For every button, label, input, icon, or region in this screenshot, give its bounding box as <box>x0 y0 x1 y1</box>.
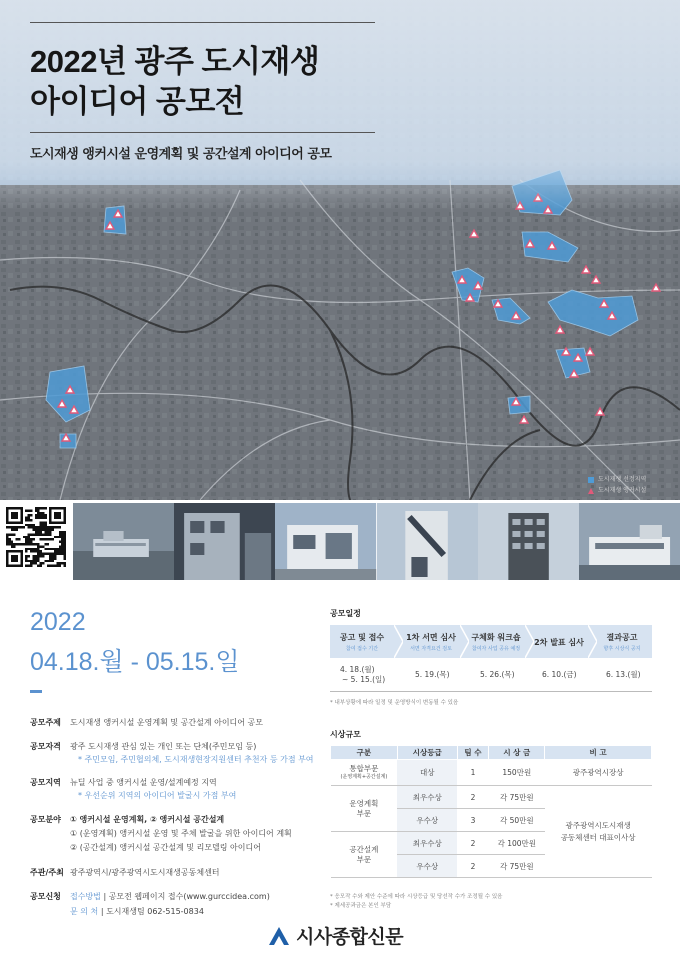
photo-building-6 <box>579 503 680 580</box>
publisher-logo[interactable] <box>268 922 403 949</box>
note-cell <box>545 786 652 878</box>
note-line-2: 공동체센터 대표이사상 <box>560 832 636 842</box>
schedule-date: 6. 10.(금) <box>542 670 577 679</box>
info-value: 광주광역시/광주광역시도시재생공동체센터 <box>70 868 220 877</box>
amount-cell: 각 50만원 <box>489 809 545 832</box>
amount-cell: 각 75만원 <box>489 786 545 809</box>
grade-cell: 최우수상 <box>397 832 457 855</box>
teams-cell: 2 <box>457 786 489 809</box>
map-legend <box>588 474 646 496</box>
schedule-date: 5. 19.(목) <box>415 670 450 679</box>
schedule-step <box>399 625 463 658</box>
photo-building-2 <box>174 503 275 580</box>
info-subnote: * 주민모임, 주민협의체, 도시재생현장지원센터 추천자 등 가점 부여 <box>78 755 314 764</box>
schedule-step <box>529 625 589 658</box>
schedule-step <box>592 625 652 658</box>
area-legend-swatch <box>588 477 594 483</box>
qr-code-icon[interactable] <box>6 507 66 567</box>
table-row <box>331 760 652 786</box>
step-title: 공고 및 접수 <box>339 633 385 642</box>
info-label: 공모자격 <box>30 742 61 751</box>
schedule-date: 6. 13.(월) <box>606 670 641 679</box>
note-line-1: 광주광역시도시재생 <box>565 820 631 830</box>
photo-strip <box>73 503 680 580</box>
grade-cell: 대상 <box>397 760 457 786</box>
division-cell <box>331 760 398 786</box>
step-title: 결과공고 <box>606 633 638 642</box>
amount-cell: 150만원 <box>489 760 545 786</box>
info-value: 광주 도시재생 관심 있는 개인 또는 단체(주민모임 등) <box>70 742 257 751</box>
title-line-2: 아이디어 공모전 <box>30 84 245 119</box>
grade-cell: 우수상 <box>397 855 457 878</box>
note-cell: 광주광역시장상 <box>545 760 652 786</box>
apply-website-link[interactable]: 공모전 웹페이지 접수(www.gurccidea.com) <box>108 892 270 901</box>
division-name-2: 부문 <box>356 808 372 818</box>
info-label: 공모신청 <box>30 892 61 901</box>
column-header: 구분 <box>331 746 398 760</box>
contact-label: 문 의 처 <box>70 907 99 916</box>
teams-cell: 3 <box>457 809 489 832</box>
header-rule-bottom <box>30 132 375 133</box>
facility-legend-label: 도시재생 앵커시설 <box>598 487 647 494</box>
photo-building-1 <box>73 503 174 580</box>
photo-building-3 <box>275 503 376 580</box>
teams-cell: 2 <box>457 832 489 855</box>
info-contact: 문 의 처 | 도시재생팀 062-515-0834 <box>70 907 204 916</box>
schedule-step <box>464 625 528 658</box>
contest-period: 04.18.월 - 05.15.일 <box>30 648 240 676</box>
teams-cell: 2 <box>457 855 489 878</box>
page-subtitle: 도시재생 앵커시설 운영계획 및 공간설계 아이디어 공모 <box>30 147 332 162</box>
info-label: 공모주제 <box>30 718 61 727</box>
grade-cell: 최우수상 <box>397 786 457 809</box>
schedule-steps <box>330 625 652 658</box>
contact-phone: 도시재생팀 062-515-0834 <box>106 907 204 916</box>
schedule-date: ~ 5. 15.(일) <box>342 675 386 684</box>
facility-legend-icon <box>588 488 594 494</box>
info-detail: ② (공간설계) 앵커시설 공간설계 및 리모델링 아이디어 <box>70 843 261 852</box>
grade-cell: 우수상 <box>397 809 457 832</box>
schedule-dates <box>330 660 652 692</box>
info-value: ① 앵커시설 운영계획, ② 앵커시설 공간설계 <box>70 815 225 824</box>
info-label: 공모지역 <box>30 778 61 787</box>
schedule-date: 5. 26.(목) <box>480 670 515 679</box>
photo-building-4 <box>377 503 478 580</box>
publisher-logo-icon <box>268 925 290 947</box>
division-sub: (운영계획+공간설계) <box>340 773 388 780</box>
prize-note: * 제세공과금은 본인 부담 <box>330 903 392 909</box>
info-subnote: * 우선순위 지역의 아이디어 발굴시 가점 부여 <box>78 791 237 800</box>
step-sub: 서면 자격요건 검토 <box>410 646 452 652</box>
schedule-step <box>330 625 394 658</box>
column-header: 시상등급 <box>397 746 457 760</box>
step-sub: 향후 시상식 공지 <box>603 646 641 652</box>
header-rule-top <box>30 22 375 23</box>
info-value: 접수방법 | 공모전 웹페이지 접수(www.gurccidea.com) <box>70 892 270 901</box>
prize-table <box>330 745 652 878</box>
prize-title: 시상규모 <box>330 730 361 739</box>
division-cell <box>331 786 398 832</box>
info-label: 공모분야 <box>30 815 61 824</box>
period-divider <box>30 690 42 693</box>
column-header: 비 고 <box>545 746 652 760</box>
division-name-2: 부문 <box>356 854 372 864</box>
page-title <box>30 42 410 122</box>
step-title: 2차 발표 심사 <box>534 638 584 647</box>
step-sub: 참여 접수 기간 <box>345 646 379 652</box>
division-name: 공간설계 <box>349 844 379 854</box>
step-title: 1차 서면 심사 <box>406 633 456 642</box>
teams-cell: 1 <box>457 760 489 786</box>
area-legend-label: 도시재생 선정지역 <box>598 476 647 483</box>
amount-cell: 각 75만원 <box>489 855 545 878</box>
photo-building-5 <box>478 503 579 580</box>
prize-note: * 응모작 수와 제안 수준에 따라 시상등급 및 당선작 수가 조정될 수 있음 <box>330 894 503 900</box>
column-header: 팀 수 <box>457 746 489 760</box>
division-name: 운영계획 <box>349 798 379 808</box>
title-line-1: 2022년 광주 도시재생 <box>30 44 320 79</box>
amount-cell: 각 100만원 <box>489 832 545 855</box>
info-detail: ① (운영계획) 앵커시설 운영 및 주체 발굴을 위한 아이디어 계획 <box>70 829 292 838</box>
step-sub: 참여자 사업 공유 예정 <box>471 646 521 652</box>
info-value: 도시재생 앵커시설 운영계획 및 공간설계 아이디어 공모 <box>70 718 263 727</box>
info-value: 뉴딜 사업 중 앵커시설 운영/설계예정 지역 <box>70 778 217 787</box>
schedule-date: 4. 18.(월) <box>340 665 375 674</box>
info-label: 주관/주최 <box>30 868 64 877</box>
division-name: 통합부문 <box>349 763 379 773</box>
table-row <box>331 786 652 809</box>
division-cell <box>331 832 398 878</box>
apply-method-label: 접수방법 <box>70 892 101 901</box>
table-header-row <box>331 746 652 760</box>
publisher-name: 시사종합신문 <box>296 927 404 948</box>
step-title: 구체화 워크숍 <box>471 633 521 642</box>
column-header: 시 상 금 <box>489 746 545 760</box>
contest-year: 2022 <box>30 608 86 636</box>
schedule-note: * 내부상황에 따라 일정 및 운영방식이 변동될 수 있음 <box>330 700 459 706</box>
schedule-title: 공모일정 <box>330 609 361 618</box>
